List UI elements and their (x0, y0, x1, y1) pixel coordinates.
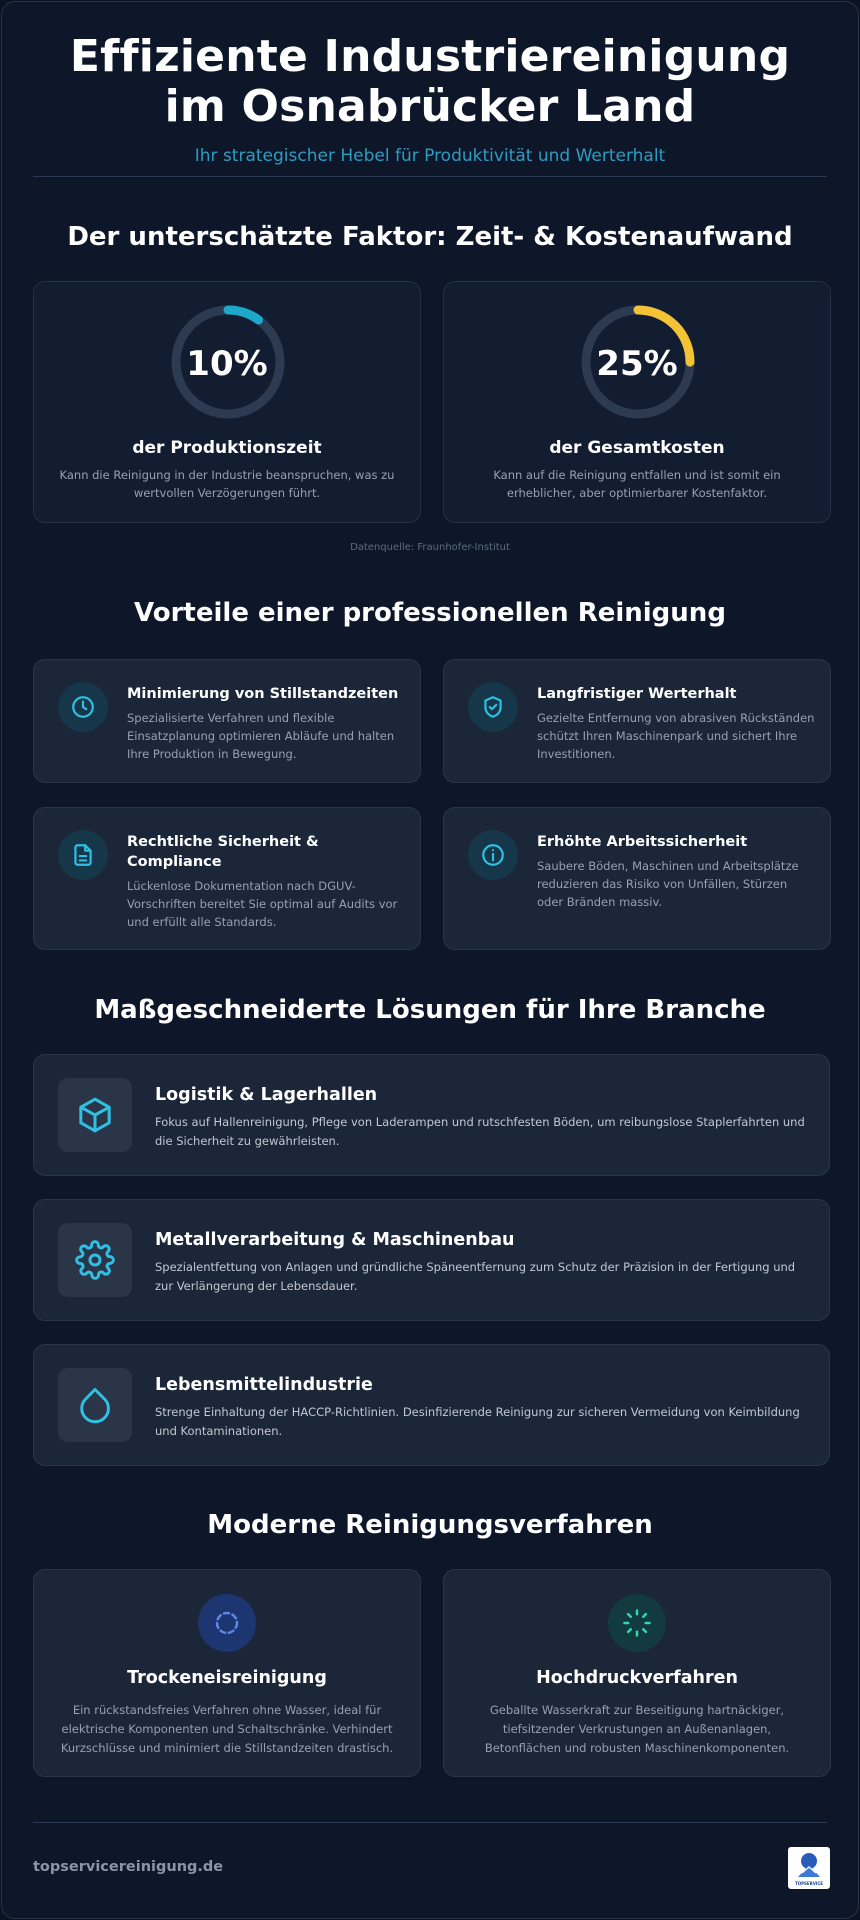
method-title: Hochdruckverfahren (536, 1668, 738, 1688)
industry-title: Lebensmittelindustrie (155, 1375, 373, 1395)
industry-title: Metallverarbeitung & Maschinenbau (155, 1230, 515, 1250)
website-link[interactable]: topservicereinigung.de (33, 1859, 224, 1875)
industry-description: Strenge Einhaltung der HACCP-Richtlinien. Desinfizierende Reinigung zur sicheren Vermeidung von Keimbildung und Kontaminationen. (155, 1405, 800, 1438)
stat-value: 10% (186, 344, 268, 384)
clock-icon (58, 682, 108, 732)
benefit-card (443, 659, 831, 783)
stat-label: der Produktionszeit (132, 438, 322, 458)
dashed-circle-icon (198, 1594, 256, 1652)
method-title: Trockeneisreinigung (127, 1668, 327, 1688)
benefit-title: Langfristiger Werterhalt (537, 686, 737, 702)
loader-icon (608, 1594, 666, 1652)
method-card-high-pressure (443, 1569, 831, 1777)
benefit-card (33, 659, 421, 783)
stat-card-total-costs (443, 281, 831, 523)
info-icon (468, 830, 518, 880)
method-description: Geballte Wasserkraft zur Beseitigung hartnäckiger, tiefsitzender Verkrustungen an Außenanlagen, Betonflächen und robusten Maschinenkomponenten. (484, 1703, 790, 1755)
methods-section-title: Moderne Reinigungsverfahren (207, 1510, 653, 1540)
stat-value: 25% (596, 344, 678, 384)
shield-check-icon (468, 682, 518, 732)
benefit-description: Gezielte Entfernung von abrasiven Rückständen schützt Ihren Maschinenpark und sichert Ihre Investitionen. (537, 711, 815, 761)
stat-description: Kann auf die Reinigung entfallen und ist somit ein erheblicher, aber optimierbarer Kostenfaktor. (493, 468, 781, 500)
industry-description: Fokus auf Hallenreinigung, Pflege von Laderampen und rutschfesten Böden, um reibungslose Staplerfahrten und die Sicherheit zu gewährleisten. (155, 1115, 805, 1148)
page-title: Effiziente Industriereinigung im Osnabrücker Land (69, 31, 791, 132)
benefit-title: Erhöhte Arbeitssicherheit (537, 834, 748, 850)
method-description: Ein rückstandsfreies Verfahren ohne Wasser, ideal für elektrische Komponenten und Schaltschränke. Verhindert Kurzschlüsse und minimiert die Stillstandzeiten drastisch. (60, 1703, 394, 1755)
stat-label: der Gesamtkosten (549, 438, 725, 458)
benefit-description: Spezialisierte Verfahren und flexible Einsatzplanung optimieren Abläufe und halten Ihre Produktion in Bewegung. (127, 711, 395, 761)
document-icon (58, 830, 108, 880)
header-divider (33, 176, 827, 177)
industry-card-metalworking (33, 1199, 830, 1321)
footer-divider (33, 1822, 827, 1823)
stat-description: Kann die Reinigung in der Industrie beanspruchen, was zu wertvollen Verzögerungen führt. (59, 468, 395, 500)
benefit-card (33, 807, 421, 950)
benefit-title: Minimierung von Stillstandzeiten (127, 686, 399, 702)
stats-section-title: Der unterschätzte Faktor: Zeit- & Kostenaufwand (67, 222, 793, 252)
gear-icon (58, 1223, 132, 1297)
infographic-page (1, 1, 859, 1919)
company-logo (788, 1847, 830, 1889)
box-icon (58, 1078, 132, 1152)
droplet-icon (58, 1368, 132, 1442)
method-card-dry-ice (33, 1569, 421, 1777)
industry-card-logistics (33, 1054, 830, 1176)
benefits-section-title: Vorteile einer professionellen Reinigung (134, 598, 726, 628)
industry-title: Logistik & Lagerhallen (155, 1085, 378, 1105)
stat-card-production-time (33, 281, 421, 523)
logo-text: TOPSERVICE (794, 1881, 823, 1886)
benefit-title: Rechtliche Sicherheit & Compliance (127, 834, 319, 870)
industry-card-food (33, 1344, 830, 1466)
benefit-card (443, 807, 831, 950)
page-subtitle: Ihr strategischer Hebel für Produktivität und Werterhalt (194, 146, 666, 166)
benefit-description: Lückenlose Dokumentation nach DGUV-Vorschriften bereitet Sie optimal auf Audits vor und erfüllt alle Standards. (127, 879, 398, 929)
data-source-note: Datenquelle: Fraunhofer-Institut (350, 542, 510, 553)
industries-section-title: Maßgeschneiderte Lösungen für Ihre Branche (94, 995, 766, 1025)
benefit-description: Saubere Böden, Maschinen und Arbeitsplätze reduzieren das Risiko von Unfällen, Stürzen oder Bränden massiv. (537, 859, 799, 909)
header (2, 2, 858, 166)
industry-description: Spezialentfettung von Anlagen und gründliche Späneentfernung zum Schutz der Präzision in der Fertigung und zur Verlängerung der Lebensdauer. (155, 1260, 796, 1293)
